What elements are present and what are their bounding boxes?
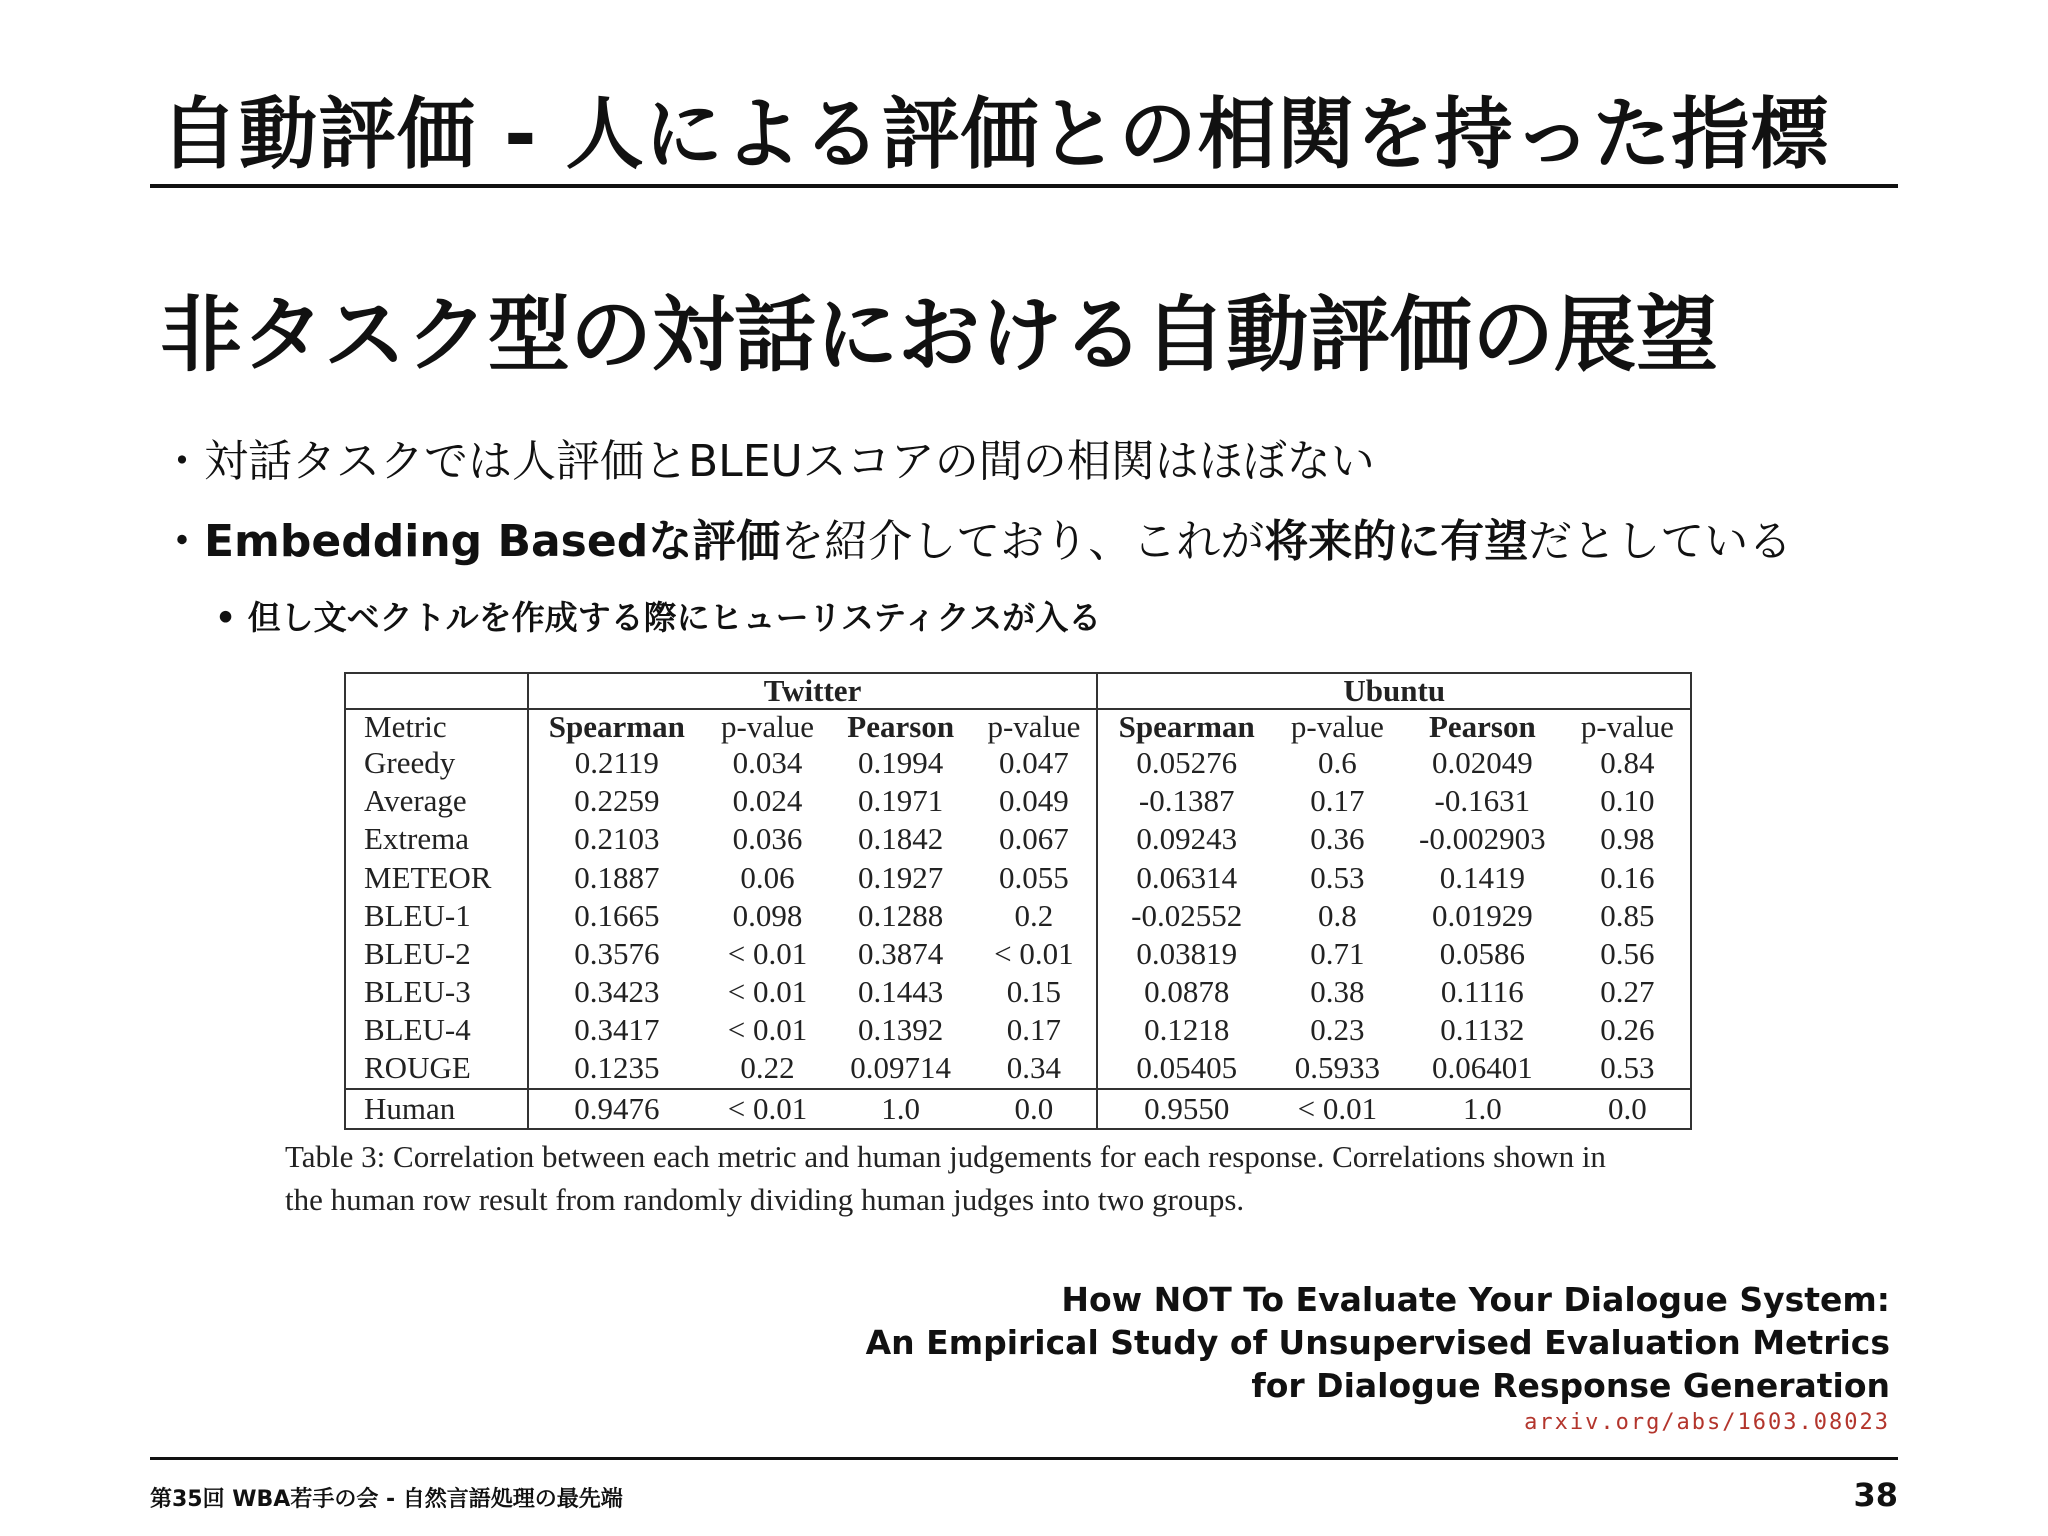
table-body — [345, 744, 1691, 1089]
column-header: Pearson — [847, 709, 955, 744]
value-cell: 0.17 — [1006, 1012, 1062, 1048]
metric-name-cell: BLEU-4 — [364, 1012, 471, 1048]
value-cell: 0.01929 — [1431, 897, 1533, 933]
value-cell: < 0.01 — [1297, 1090, 1378, 1126]
metric-name-cell: BLEU-2 — [364, 935, 471, 971]
bullet-text: 但し文ベクトルを作成する際にヒューリスティクスが入る — [247, 598, 1102, 637]
table-row — [345, 744, 1691, 782]
bullet-text: だとしている — [1528, 516, 1793, 567]
caption-line: the human row result from randomly dividing human judges into two groups. — [285, 1182, 1245, 1217]
value-cell: < 0.01 — [727, 974, 808, 1010]
bullet-item-2 — [160, 505, 1792, 569]
value-cell: 0.047 — [999, 745, 1069, 781]
value-cell: < 0.01 — [727, 1090, 808, 1126]
value-cell: 0.3423 — [528, 973, 705, 1011]
bullet-bold-text: Embedding Basedな評価 — [204, 516, 781, 567]
table-caption — [285, 1135, 1785, 1221]
results-table-image — [344, 672, 1692, 1130]
value-cell: 0.1235 — [528, 1049, 705, 1088]
caption-line: Table 3: Correlation between each metric and human judgements for each response. Correlations shown in — [285, 1139, 1606, 1174]
paper-title-line: How NOT To Evaluate Your Dialogue System: — [1061, 1280, 1890, 1319]
value-cell: 0.23 — [1310, 1012, 1365, 1048]
title-divider — [150, 184, 1898, 188]
value-cell: 0.5933 — [1294, 1050, 1381, 1086]
table-row — [345, 782, 1691, 820]
paper-reference — [866, 1278, 1890, 1407]
value-cell: 0.53 — [1310, 859, 1365, 895]
value-cell: 0.26 — [1600, 1012, 1655, 1048]
value-cell: 0.098 — [732, 897, 803, 933]
value-cell: 0.36 — [1310, 821, 1365, 857]
value-cell: 0.10 — [1600, 783, 1655, 819]
value-cell: 0.055 — [999, 859, 1069, 895]
value-cell: 0.05276 — [1097, 744, 1274, 782]
value-cell: 0.9550 — [1097, 1089, 1274, 1129]
metric-name-cell: Human — [364, 1090, 456, 1126]
column-header: Metric — [364, 709, 447, 744]
value-cell: 0.2103 — [528, 820, 705, 858]
value-cell: 0.17 — [1310, 783, 1365, 819]
footer-divider — [150, 1457, 1898, 1460]
value-cell: 0.27 — [1600, 974, 1655, 1010]
value-cell: 0.05405 — [1097, 1049, 1274, 1088]
value-cell: < 0.01 — [994, 935, 1074, 971]
value-cell: 0.1665 — [528, 897, 705, 935]
value-cell: -0.1631 — [1434, 783, 1531, 819]
value-cell: 0.15 — [1006, 974, 1062, 1010]
value-cell: 0.2 — [1014, 897, 1054, 933]
table-row — [345, 820, 1691, 858]
value-cell: 0.84 — [1600, 745, 1655, 781]
metric-name-cell: Average — [364, 783, 467, 819]
bullet-bold-text: 将来的に有望 — [1264, 516, 1529, 567]
value-cell: 0.1288 — [858, 897, 944, 933]
value-cell: -0.1387 — [1097, 782, 1274, 820]
bullet-text: を紹介しており、これが — [780, 516, 1265, 567]
page-number: 38 — [1853, 1476, 1898, 1514]
value-cell: 0.0 — [1014, 1090, 1054, 1126]
column-header: p-value — [1580, 709, 1674, 744]
column-header: Spearman — [1097, 709, 1274, 744]
value-cell: 0.02049 — [1431, 745, 1533, 781]
value-cell: 0.1887 — [528, 858, 705, 896]
value-cell: 0.16 — [1600, 859, 1655, 895]
group-header-ubuntu: Ubuntu — [1097, 673, 1691, 709]
value-cell: 0.53 — [1600, 1050, 1655, 1086]
value-cell: 0.3874 — [858, 935, 944, 971]
bullet-item-1 — [160, 425, 1375, 489]
value-cell: 0.1443 — [858, 974, 944, 1010]
table-column-header-row — [345, 709, 1691, 744]
value-cell: < 0.01 — [727, 1012, 808, 1048]
paper-title-line: for Dialogue Response Generation — [1251, 1366, 1890, 1405]
arxiv-link[interactable]: arxiv.org/abs/1603.08023 — [1524, 1410, 1890, 1435]
value-cell: 0.85 — [1600, 897, 1655, 933]
correlation-table — [344, 672, 1692, 1130]
value-cell: 0.1927 — [858, 859, 944, 895]
table-row — [345, 897, 1691, 935]
value-cell: 0.0878 — [1097, 973, 1274, 1011]
value-cell: -0.02552 — [1097, 897, 1274, 935]
section-heading: 非タスク型の対話における自動評価の展望 — [160, 288, 1719, 383]
value-cell: 0.06 — [740, 859, 795, 895]
column-header: p-value — [721, 709, 815, 744]
value-cell: 0.06314 — [1097, 858, 1274, 896]
value-cell: 0.56 — [1600, 935, 1655, 971]
table-row — [345, 858, 1691, 896]
metric-name-cell: METEOR — [364, 859, 492, 895]
value-cell: 0.8 — [1318, 897, 1357, 933]
bullet-marker: • — [215, 598, 237, 637]
value-cell: 0.98 — [1600, 821, 1655, 857]
sub-bullet-item — [215, 592, 1101, 639]
value-cell: 0.06401 — [1431, 1050, 1533, 1086]
value-cell: 0.09714 — [850, 1050, 952, 1086]
metric-name-cell: Extrema — [364, 821, 470, 857]
value-cell: 0.049 — [999, 783, 1069, 819]
bullet-text: 対話タスクでは人評価とBLEUスコアの間の相関はほぼない — [204, 436, 1375, 487]
value-cell: 0.9476 — [528, 1089, 705, 1129]
value-cell: 0.3417 — [528, 1011, 705, 1049]
footer-text: 第35回 WBA若手の会 - 自然言語処理の最先端 — [150, 1487, 623, 1512]
value-cell: 0.22 — [740, 1050, 795, 1086]
table-row — [345, 935, 1691, 973]
value-cell: 0.1132 — [1440, 1012, 1525, 1048]
metric-name-cell: ROUGE — [364, 1050, 471, 1086]
value-cell: 0.09243 — [1097, 820, 1274, 858]
metric-name-cell: BLEU-3 — [364, 974, 471, 1010]
table-group-header-row — [345, 673, 1691, 709]
bullet-marker: ・ — [160, 436, 204, 487]
value-cell: 0.0586 — [1439, 935, 1525, 971]
value-cell: 0.067 — [999, 821, 1069, 857]
column-header: p-value — [987, 709, 1081, 744]
value-cell: 0.0 — [1608, 1090, 1647, 1126]
value-cell: 0.024 — [732, 783, 803, 819]
value-cell: 0.1419 — [1439, 859, 1525, 895]
value-cell: 0.71 — [1310, 935, 1365, 971]
table-row — [345, 1011, 1691, 1049]
value-cell: 0.6 — [1318, 745, 1357, 781]
value-cell: 0.036 — [732, 821, 803, 857]
group-header-twitter: Twitter — [528, 673, 1098, 709]
value-cell: 1.0 — [881, 1090, 921, 1126]
column-header: Pearson — [1428, 709, 1536, 744]
value-cell: 0.1116 — [1440, 974, 1524, 1010]
value-cell: 1.0 — [1462, 1090, 1502, 1126]
table-row-human — [345, 1089, 1691, 1129]
value-cell: 0.2119 — [528, 744, 705, 782]
column-header: Spearman — [528, 709, 705, 744]
value-cell: 0.2259 — [528, 782, 705, 820]
column-header: p-value — [1290, 709, 1384, 744]
value-cell: 0.38 — [1310, 974, 1365, 1010]
value-cell: 0.1218 — [1097, 1011, 1274, 1049]
table-row — [345, 973, 1691, 1011]
value-cell: 0.34 — [1006, 1050, 1062, 1086]
value-cell: < 0.01 — [727, 935, 808, 971]
value-cell: -0.002903 — [1419, 821, 1546, 857]
value-cell: 0.3576 — [528, 935, 705, 973]
value-cell: 0.1842 — [858, 821, 944, 857]
bullet-marker: ・ — [160, 516, 204, 567]
paper-title-line: An Empirical Study of Unsupervised Evaluation Metrics — [865, 1323, 1890, 1362]
metric-name-cell: Greedy — [364, 745, 456, 781]
value-cell: 0.03819 — [1097, 935, 1274, 973]
slide-title: 自動評価 - 人による評価との相関を持った指標 — [160, 90, 1830, 180]
table-row — [345, 1049, 1691, 1088]
value-cell: 0.1994 — [858, 745, 944, 781]
value-cell: 0.1392 — [858, 1012, 944, 1048]
metric-name-cell: BLEU-1 — [364, 897, 471, 933]
value-cell: 0.1971 — [858, 783, 944, 819]
value-cell: 0.034 — [732, 745, 803, 781]
